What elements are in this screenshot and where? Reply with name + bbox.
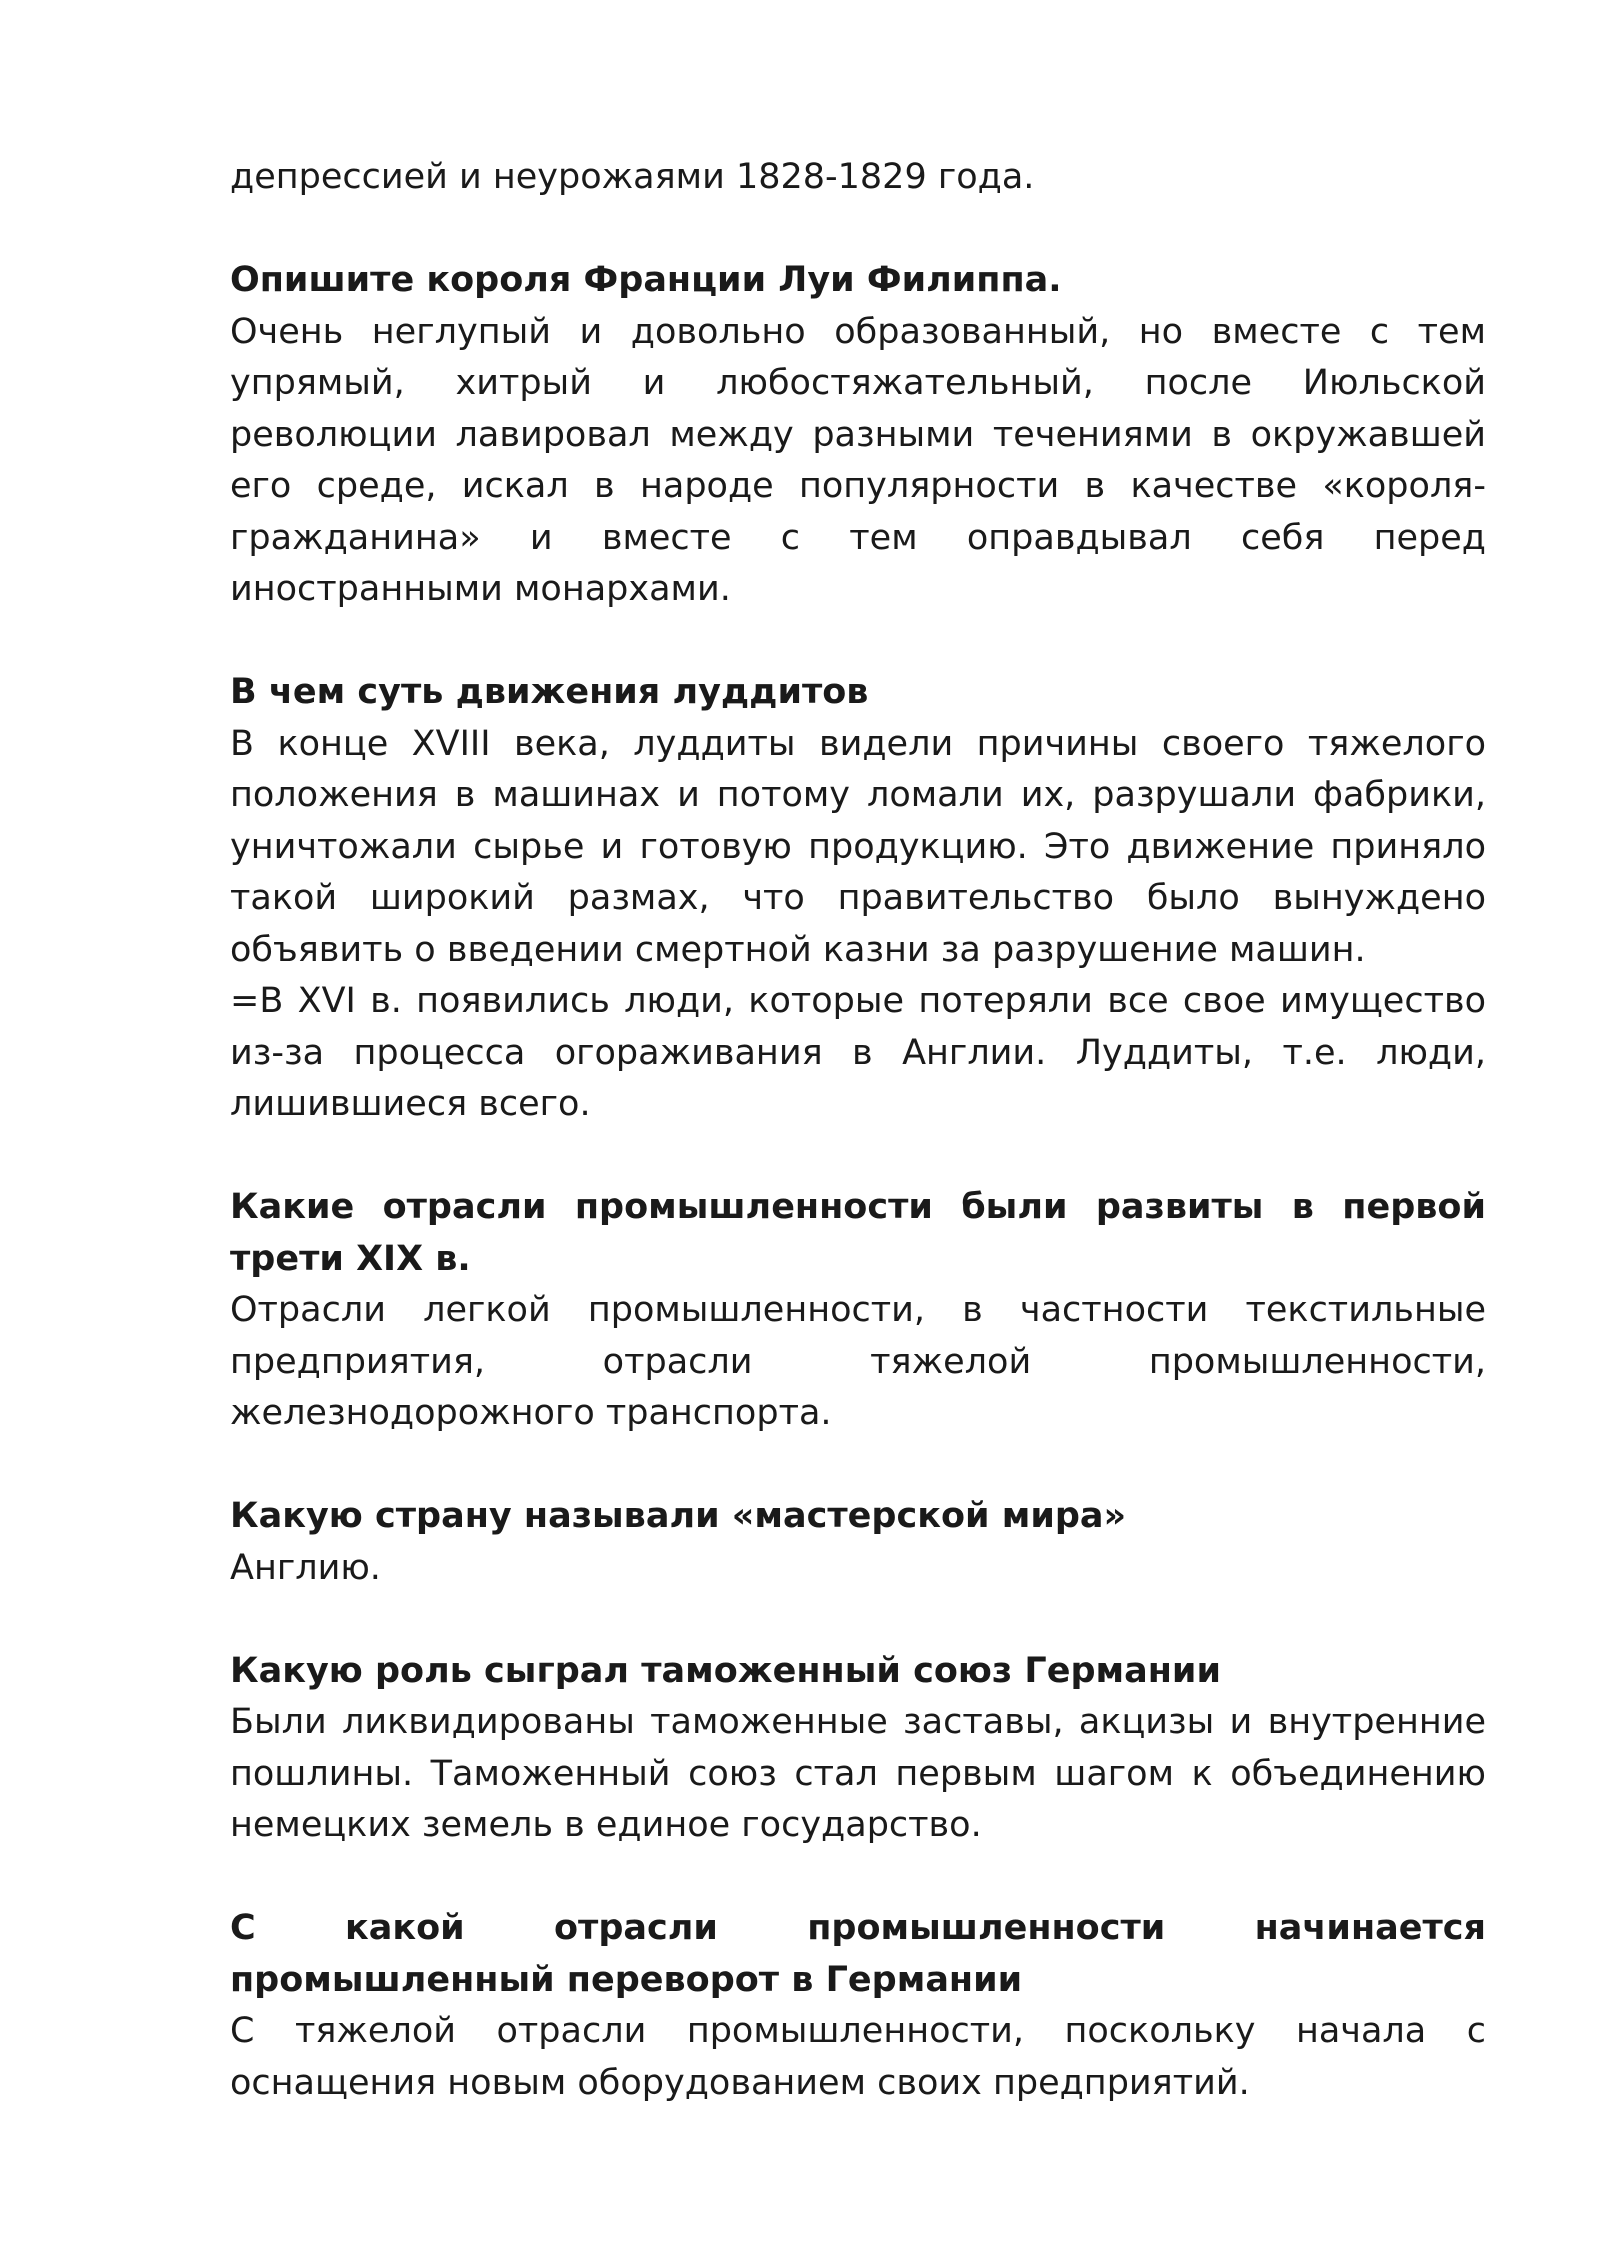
answer-paragraph: Отрасли легкой промышленности, в частности текстильные предприятия, отрасли тяжелой промышленности, железнодорожного транспорта. — [230, 1290, 1486, 1433]
answer-paragraph: Очень неглупый и довольно образованный, но вместе с тем упрямый, хитрый и любостяжательный, после Июльской революции лавировал между разными течениями в окружавшей его среде, искал в народе популярности в качестве «короля-гражданина» и вместе с тем оправдывал себя перед иностранными монархами. — [230, 311, 1486, 609]
qa-section-luddites — [230, 667, 1486, 1131]
question-heading: Опишите короля Франции Луи Филиппа. — [230, 260, 1062, 300]
question-heading: Какие отрасли промышленности были развиты в первой трети XIX в. — [230, 1187, 1486, 1279]
qa-section-customs-union — [230, 1646, 1486, 1852]
question-heading: Какую роль сыграл таможенный союз Германии — [230, 1650, 1221, 1691]
question-heading: С какой отрасли промышленности начинается промышленный переворот в Германии — [230, 1908, 1486, 2000]
document-body — [230, 152, 1486, 2109]
answer-paragraph: С тяжелой отрасли промышленности, поскольку начала с оснащения новым оборудованием своих предприятий. — [230, 2011, 1486, 2103]
qa-section-workshop-of-world — [230, 1491, 1486, 1594]
question-heading: Какую страну называли «мастерской мира» — [230, 1496, 1127, 1536]
answer-paragraph: Были ликвидированы таможенные заставы, акцизы и внутренние пошлины. Таможенный союз стал первым шагом к объединению немецких земель в единое государство. — [230, 1702, 1486, 1845]
intro-paragraph: депрессией и неурожаями 1828-1829 года. — [230, 157, 1035, 197]
qa-section-german-revolution — [230, 1903, 1486, 2109]
qa-section-louis-philippe — [230, 255, 1486, 616]
qa-section-industries — [230, 1182, 1486, 1440]
answer-paragraph: Англию. — [230, 1547, 381, 1588]
question-heading: В чем суть движения луддитов — [230, 672, 869, 712]
answer-paragraph: В конце XVIII века, луддиты видели причины своего тяжелого положения в машинах и потому ломали их, разрушали фабрики, уничтожали сырье и готовую продукцию. Это движение приняло такой широкий размах, что правительство было вынуждено объявить о введении смертной казни за разрушение машин. =В XVI в. появились люди, которые потеряли все свое имущество из-за процесса огораживания в Англии. Луддиты, т.е. люди, лишившиеся всего. — [230, 723, 1486, 1124]
